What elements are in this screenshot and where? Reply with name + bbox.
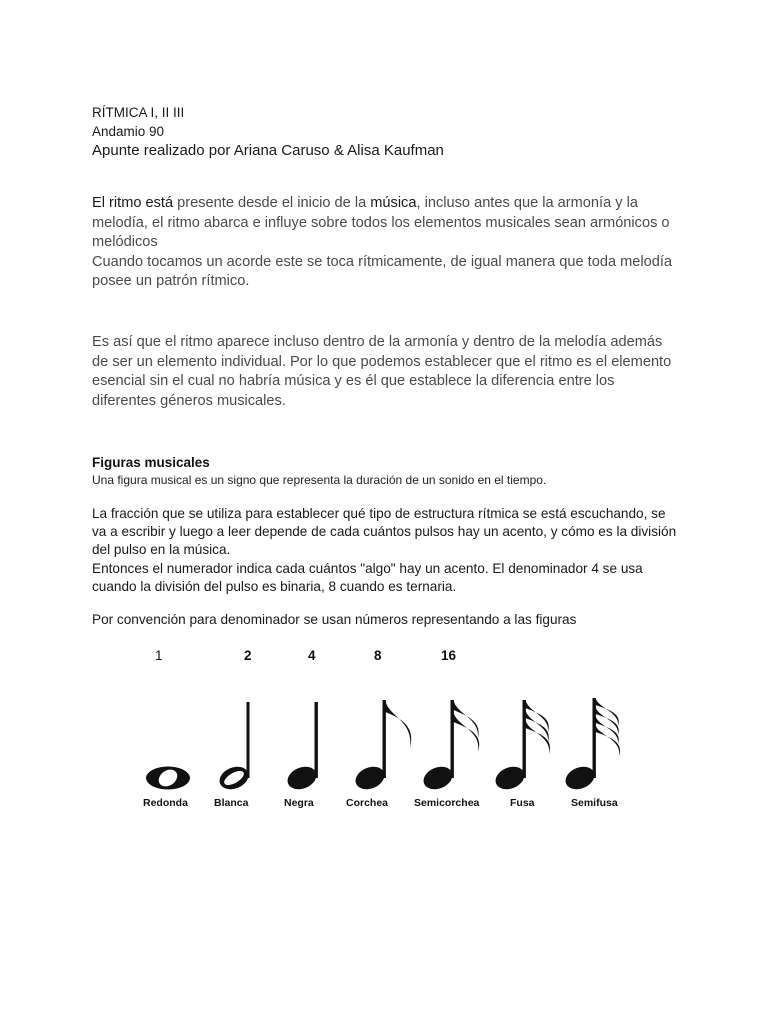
denominator-8: 8: [374, 648, 382, 663]
intro-text-a: El ritmo está: [92, 195, 178, 211]
fraction-paragraph: [92, 505, 682, 596]
convention-text: Por convención para denominador se usan números representando a las figuras: [92, 612, 577, 627]
label-blanca: Blanca: [214, 797, 249, 809]
denominator-1: 1: [155, 648, 163, 663]
whole-note-icon: [146, 766, 190, 790]
label-corchea: Corchea: [346, 797, 389, 809]
authors-line: Apunte realizado por Ariana Caruso & Alisa Kaufman: [92, 142, 444, 159]
quarter-note-icon: [284, 702, 320, 793]
denominator-2: 2: [244, 648, 252, 663]
note-figures-illustration: [130, 690, 650, 800]
denominator-16: 16: [441, 648, 457, 663]
label-fusa: Fusa: [510, 797, 535, 809]
sixteenth-note-icon: [420, 700, 479, 793]
denominator-4: 4: [308, 648, 316, 663]
intro-text-b: presente desde el inicio de la: [177, 195, 371, 211]
section-title: Figuras musicales: [92, 455, 210, 470]
numerator-text: Entonces el numerador indica cada cuántos "algo" hay un acento. El denominador 4 se usa cuando la división del pulso es binaria, 8 cuando es ternaria.: [92, 560, 643, 594]
intro-text-c: música: [370, 195, 417, 211]
intro-text-d: , incluso antes que la armonía y la melodía, el ritmo abarca e influye sobre todos los elementos musicales sean armónicos o melódicos: [92, 195, 670, 251]
intro-paragraph-1: [92, 194, 682, 292]
thirty-second-note-icon: [492, 700, 550, 793]
intro-paragraph-2: Es así que el ritmo aparece incluso dentro de la armonía y dentro de la melodía además de ser un elemento individual. Por lo que podemos establecer que el ritmo es el elemento esencial sin el cual no habría música y es él que establece la diferencia entre los diferentes géneros musicales.: [92, 334, 672, 409]
fraction-text: La fracción que se utiliza para establecer qué tipo de estructura rítmica se está escuchando, se va a escribir y luego a leer depende de cada cuántos pulsos hay un acento, y cómo es la división del pulso en la música.: [92, 506, 677, 558]
label-redonda: Redonda: [143, 797, 188, 809]
intro-line-2: Cuando tocamos un acorde este se toca rítmicamente, de igual manera que toda melodía posee un patrón rítmico.: [92, 253, 673, 290]
sixty-fourth-note-icon: [562, 698, 620, 793]
half-note-icon: [216, 702, 252, 793]
eighth-note-icon: [352, 700, 411, 793]
section-definition: Una figura musical es un signo que representa la duración de un sonido en el tiempo.: [92, 473, 547, 487]
label-semifusa: Semifusa: [571, 797, 618, 809]
label-semicorchea: Semicorchea: [414, 797, 480, 809]
label-negra: Negra: [284, 797, 314, 809]
document-page: [92, 103, 682, 627]
scaffold-label: Andamio 90: [92, 124, 165, 139]
course-title: RÍTMICA I, II III: [92, 105, 185, 120]
